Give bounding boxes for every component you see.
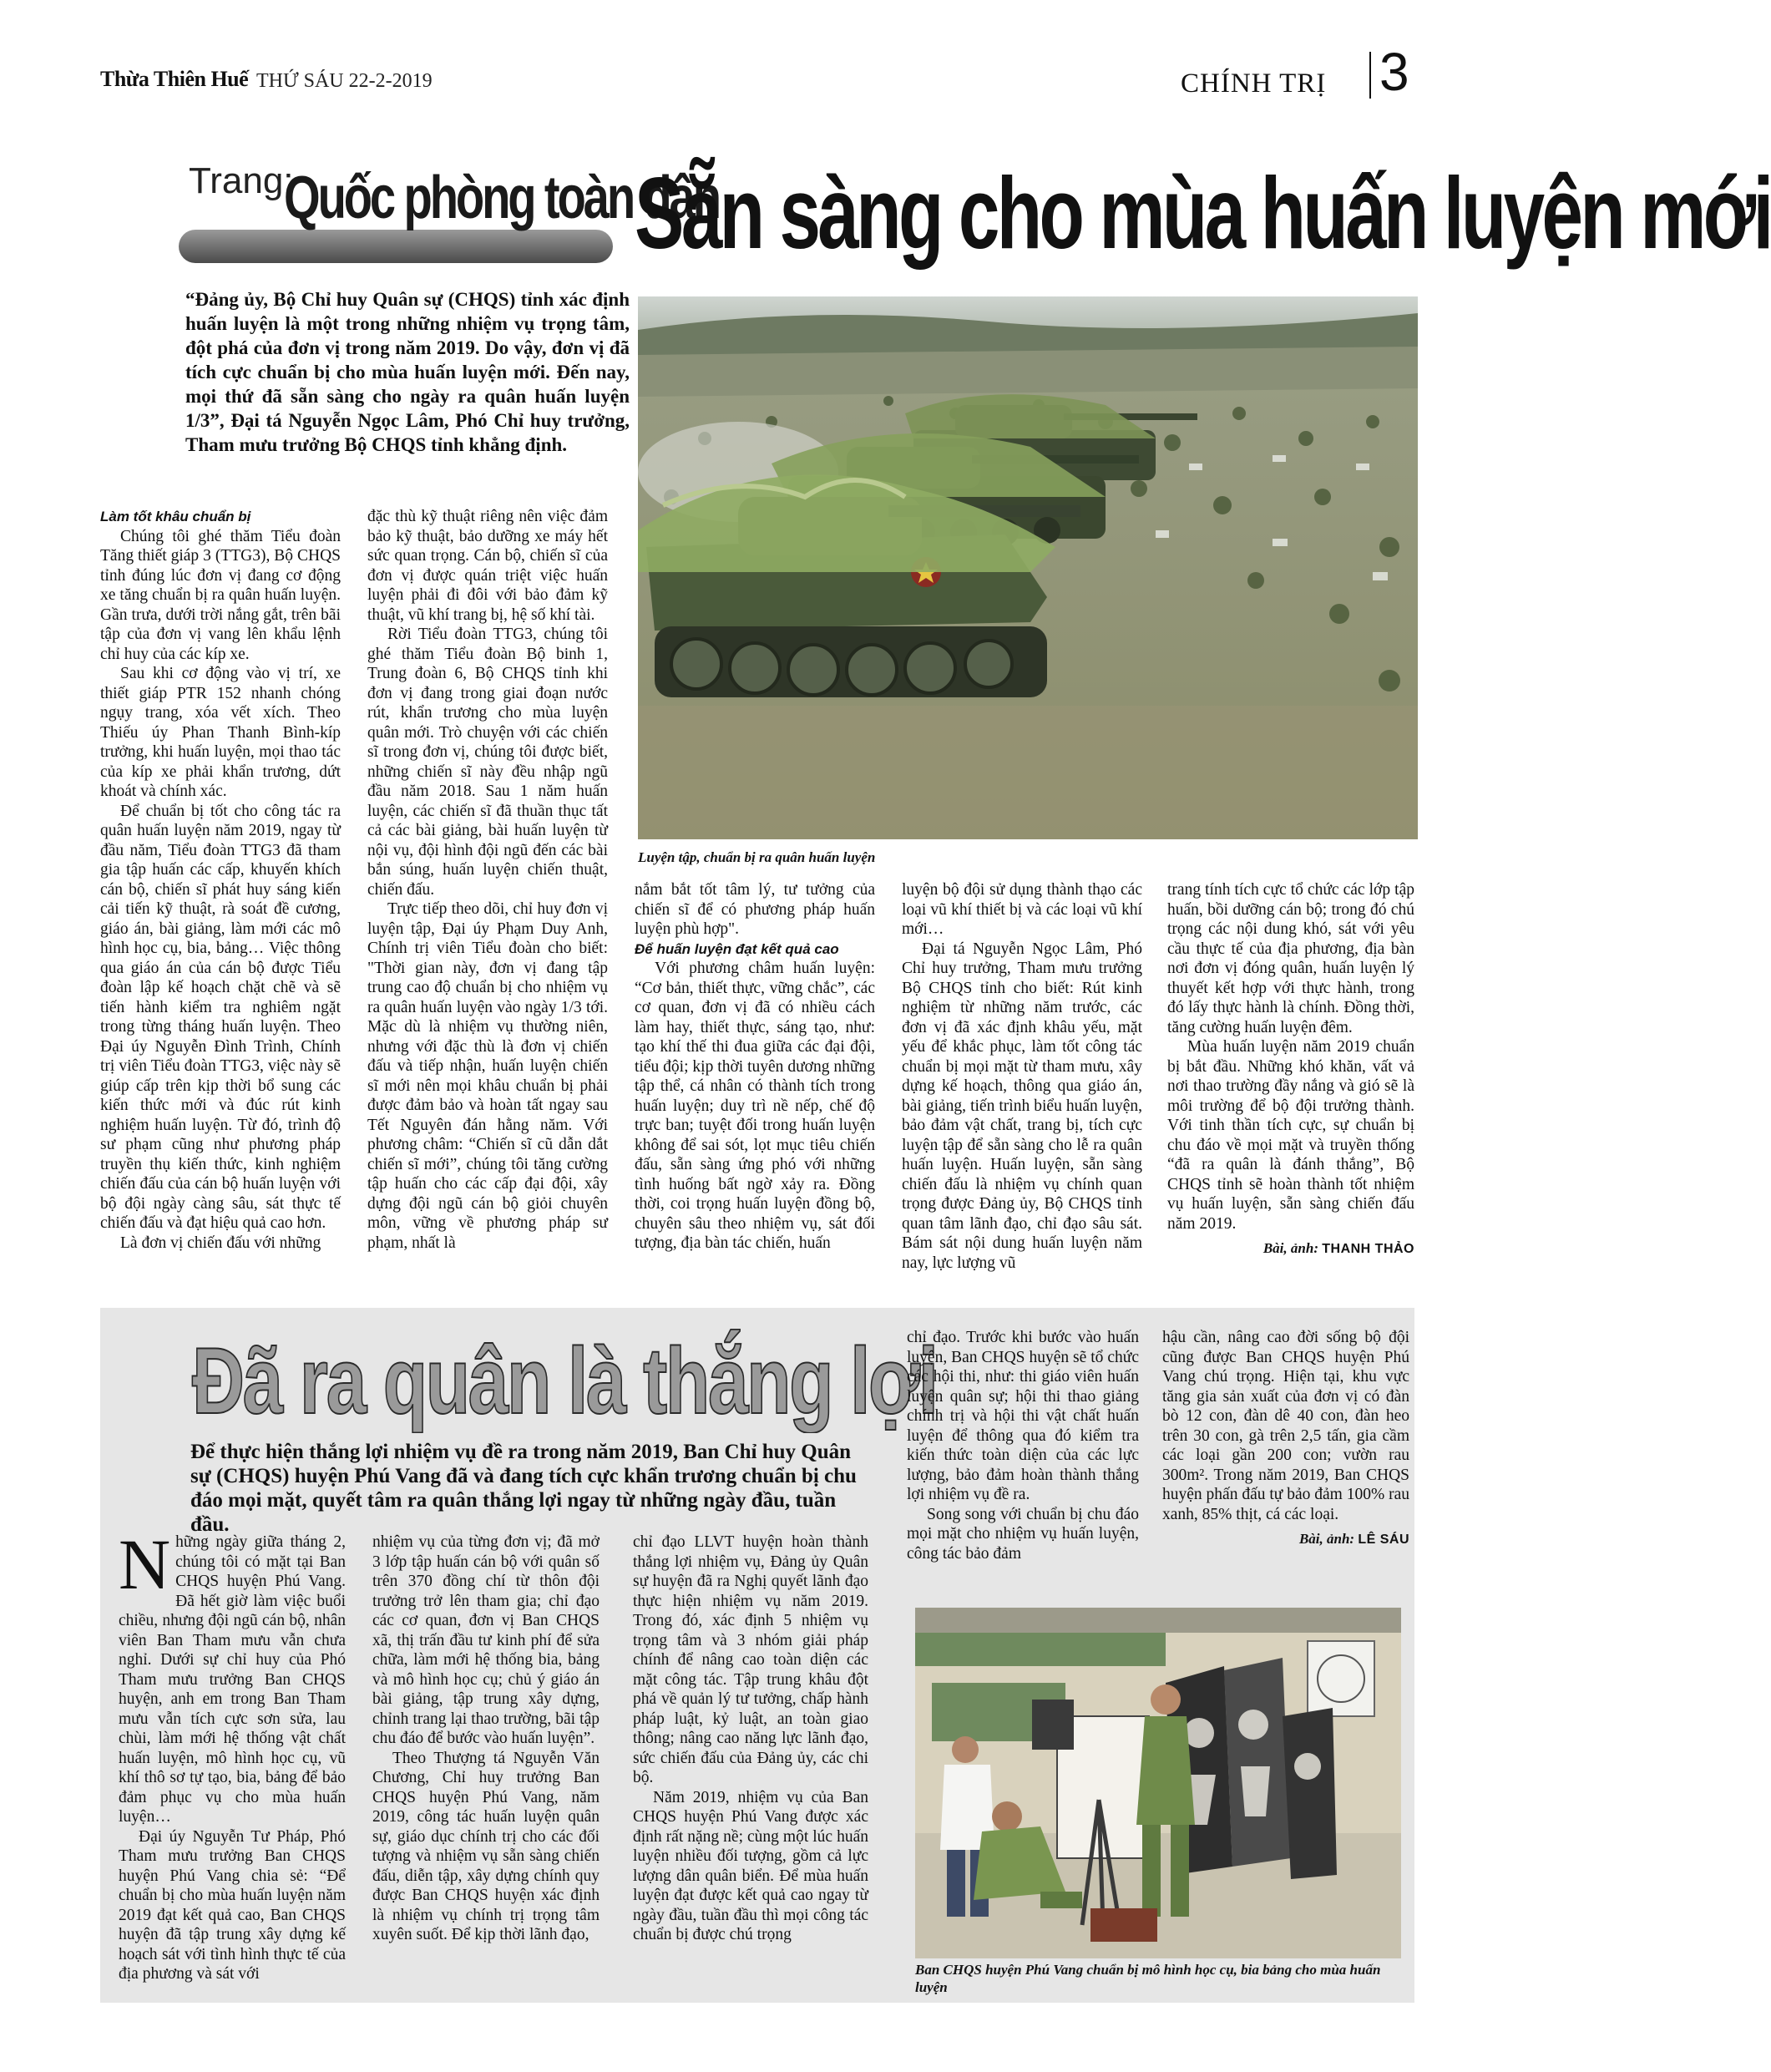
paragraph: Là đơn vị chiến đấu với những	[120, 1234, 321, 1252]
header-divider	[1369, 52, 1371, 99]
story2-byline	[1162, 1529, 1409, 1550]
paragraph: chỉ đạo LLVT huyện hoàn thành thắng lợi nhiệm vụ, Đảng ủy Quân sự huyện đã ra Nghị quyết lãnh đạo thực hiện nhiệm vụ năm 2019. Trong đó, xác định 5 nhiệm vụ trọng tâm và 3 nhóm giải pháp chính để nâng cao toàn diện các mặt công tác. Tập trung khâu đột phá về quản lý tư tưởng, chấp hành pháp luật, kỷ luật, an toàn giao thông; nâng cao năng lực lãnh đạo, sức chiến đấu của Đảng ủy, các chi bộ.	[633, 1533, 868, 1786]
training-model-caption: Ban CHQS huyện Phú Vang chuẩn bị mô hình học cụ, bia bảng cho mùa huấn luyện	[915, 1962, 1381, 1995]
paragraph: Đại tá Nguyễn Ngọc Lâm, Phó Chỉ huy trưởng, Tham mưu trưởng Bộ CHQS tỉnh cho biết: Rút kinh nghiệm từ những năm trước, các đơn vị đã xác định khâu yếu, mặt yếu để khắc phục, làm tốt công tác chuẩn bị mọi mặt từ tham mưu, xây dựng kế hoạch, thông qua giáo án, bài giảng, tiến trình biểu huấn luyện, bảo đảm vật chất, trang bị, tích cực luyện tập để sẵn sàng cho lễ ra quân huấn luyện. Huấn luyện, sẵn sàng chiến đấu là nhiệm vụ chính quan trọng được Đảng ủy, Bộ CHQS tỉnh quan tâm lãnh đạo, chỉ đạo sâu sát. Bám sát nội dung huấn luyện năm nay, lực lượng vũ	[902, 940, 1142, 1272]
dropcap: N	[119, 1524, 171, 1604]
banner-bar	[179, 230, 613, 263]
training-model-photo	[915, 1608, 1401, 1958]
story1-column-2	[367, 507, 608, 1290]
story2-column-5	[1162, 1328, 1409, 1603]
paragraph: Sau khi cơ động vào vị trí, xe thiết giáp PTR 152 nhanh chóng ngụy trang, xóa vết xích. Theo Thiếu úy Phan Thanh Bình-kíp trưởng, khi huấn luyện, mọi thao tác của kíp xe phải khẩn trương, dứt khoát và chính xác.	[100, 665, 341, 800]
story1-column-5	[1167, 880, 1414, 1298]
story2-lead: Để thực hiện thắng lợi nhiệm vụ đề ra trong năm 2019, Ban Chỉ huy Quân sự (CHQS) huyện Phú Vang đã và đang tích cực khẩn trương chuẩn bị chu đáo mọi mặt, quyết tâm ra quân thắng lợi ngay từ những ngày đầu, tuần đầu.	[190, 1441, 857, 1536]
banner-title: Quốc phòng toàn dân	[284, 165, 719, 231]
story1-byline	[1167, 1239, 1414, 1259]
paragraph: Với phương châm huấn luyện: “Cơ bản, thiết thực, vững chắc”, các cơ quan, đơn vị đã có nhiều cách làm hay, thiết thực, sáng tạo, như: tạo khí thế thi đua giữa các đại đội, tiểu đội; kịp thời tuyên dương những tập thể, cá nhân có thành tích trong huấn luyện; duy trì nề nếp, chế độ trực ban; tuyệt đối trong huấn luyện không để sai sót, lọt mục tiêu chiến đấu, sẵn sàng ứng phó với những tình huống bất ngờ xảy ra. Đồng thời, coi trọng huấn luyện đồng bộ, chuyên sâu theo nhiệm vụ, sát đối tượng, địa bàn tác chiến, huấn	[635, 960, 875, 1252]
story1-column-4	[902, 880, 1142, 1289]
paragraph: Trực tiếp theo dõi, chỉ huy đơn vị luyện tập, Đại úy Phạm Duy Anh, Chính trị viên Tiểu đoàn cho biết: "Thời gian này, đơn vị đang tập trung cao độ chuẩn bị cho nhiệm vụ ra quân huấn luyện vào ngày 1/3 tới. Mặc dù là nhiệm vụ thường niên, nhưng với đặc thù là đơn vị chiến đấu và tiếp nhận, huấn luyện chiến sĩ mới nên mọi khâu chuẩn bị phải được đảm bảo và hoàn tất ngay sau Tết Nguyên đán hằng năm. Với phương châm: “Chiến sĩ cũ dẫn dắt chiến sĩ mới”, chúng tôi tăng cường tập huấn cho các cấp đại đội, xây dựng đội ngũ cán bộ giỏi chuyên môn, vững về phương pháp sư phạm, nhất là	[367, 900, 608, 1252]
byline-author: THANH THẢO	[1322, 1242, 1414, 1256]
byline-author: LÊ SÁU	[1358, 1532, 1409, 1547]
story1-headline: Sẵn sàng cho mùa huấn luyện mới	[635, 156, 1771, 270]
paragraph: Theo Thượng tá Nguyễn Văn Chương, Chỉ huy trưởng Ban CHQS huyện Phú Vang, năm 2019, công tác huấn luyện quân sự, giáo dục chính trị cho các đối tượng và nhiệm vụ sẵn sàng chiến đấu, diễn tập, xây dựng chính quy được Ban CHQS huyện xác định là nhiệm vụ chính trị trọng tâm xuyên suốt. Để kịp thời lãnh đạo,	[372, 1749, 600, 1943]
paragraph: Mùa huấn luyện năm 2019 chuẩn bị bắt đầu. Những khó khăn, vất vả nơi thao trường đầy nắng và gió sẽ là môi trường để bộ đội trưởng thành. Với tinh thần tích cực, sự chuẩn bị chu đáo về mọi mặt và truyền thống “đã ra quân là đánh thắng”, Bộ CHQS tỉnh sẽ hoàn thành tốt nhiệm vụ huấn luyện, sẵn sàng chiến đấu năm 2019.	[1167, 1038, 1414, 1233]
tank-photo-caption: Luyện tập, chuẩn bị ra quân huấn luyện	[638, 849, 876, 865]
story2-column-4	[907, 1328, 1139, 1595]
story2-column-3	[633, 1532, 868, 1983]
byline-prefix: Bài, ảnh:	[1298, 1531, 1355, 1547]
byline-prefix: Bài, ảnh:	[1262, 1240, 1318, 1256]
paragraph: luyện bộ đội sử dụng thành thạo các loại vũ khí thiết bị và các loại vũ khí mới…	[902, 881, 1142, 938]
issue-date: THỨ SÁU 22-2-2019	[256, 70, 433, 92]
paragraph: chỉ đạo. Trước khi bước vào huấn luyện, Ban CHQS huyện sẽ tổ chức các hội thi, như: thi giáo viên huấn luyện quân sự; hội thi thao giảng chính trị và hội thi vật chất huấn luyện để thông qua đó kiểm tra kiến thức toàn diện của các lực lượng, bảo đảm hoàn thành thắng lợi nhiệm vụ đề ra.	[907, 1329, 1139, 1503]
paragraph: Chúng tôi ghé thăm Tiểu đoàn Tăng thiết giáp 3 (TTG3), Bộ CHQS tỉnh đúng lúc đơn vị đang cơ động xe tăng chuẩn bị ra quân huấn luyện. Gần trưa, dưới trời nắng gắt, trên bãi tập của đơn vị vang lên khẩu lệnh chỉ huy của các kíp xe.	[100, 527, 341, 663]
story1-column-3	[635, 880, 875, 1289]
banner-label: Trang:	[189, 160, 294, 201]
subhead-results: Để huấn luyện đạt kết quả cao	[635, 940, 839, 957]
page-number: 3	[1379, 42, 1409, 102]
section-name: CHÍNH TRỊ	[1181, 68, 1327, 99]
paragraph: Rời Tiểu đoàn TTG3, chúng tôi ghé thăm Tiểu đoàn Bộ binh 1, Trung đoàn 6, Bộ CHQS tỉnh khi đơn vị đang trong giai đoạn nước rút, khẩn trương cho mùa luyện quân mới. Trò chuyện với các chiến sĩ trong đơn vị, chúng tôi được biết, những chiến sĩ này đều nhập ngũ đầu năm 2018. Sau 1 năm huấn luyện, các chiến sĩ đã thuần thục tất cả các bài giảng, bài huấn luyện từ nội vụ, đội hình đội ngũ đến các bài bắn súng, huấn luyện chiến thuật, chiến đấu.	[367, 626, 608, 899]
paragraph: đặc thù kỹ thuật riêng nên việc đảm bảo kỹ thuật, bảo dưỡng xe máy hết sức quan trọng. Cán bộ, chiến sĩ của đơn vị được quán triệt việc huấn luyện phải đi đôi với bảo đảm kỹ thuật, vũ khí trang bị, hệ số khí tài.	[367, 508, 608, 624]
story2-column-2	[372, 1532, 600, 1983]
paragraph: Đại úy Nguyễn Tư Pháp, Phó Tham mưu trưởng Ban CHQS huyện Phú Vang chia sẻ: “Để chuẩn bị cho mùa huấn luyện năm 2019 đạt kết quả cao, Ban CHQS huyện đã tập trung xây dựng kế hoạch sát với tình hình thực tế của địa phương và sát với	[119, 1827, 346, 1983]
story1-lead: “Đảng ủy, Bộ Chỉ huy Quân sự (CHQS) tỉnh xác định huấn luyện là một trong những nhiệm vụ trọng tâm, đột phá của đơn vị trong năm 2019. Do vậy, đơn vị đã tích cực chuẩn bị cho mùa huấn luyện mới. Đến nay, mọi thứ đã sẵn sàng cho ngày ra quân huấn luyện 1/3”, Đại tá Nguyễn Ngọc Lâm, Phó Chỉ huy trưởng, Tham mưu trưởng Bộ CHQS tỉnh khẳng định.	[185, 289, 630, 455]
tank-photo-illustration	[638, 296, 1418, 839]
training-model-illustration	[915, 1608, 1401, 1958]
paragraph-text: hững ngày giữa tháng 2, chúng tôi có mặt tại Ban CHQS huyện Phú Vang. Đã hết giờ làm việc buổi chiều, nhưng đội ngũ cán bộ, nhân viên Ban Tham mưu vẫn chưa nghỉ. Dưới sự chỉ huy của Phó Tham mưu trưởng Ban CHQS huyện, anh em trong Ban Tham mưu vẫn tích cực sơn sửa, lau chùi, làm mới hệ thống vật chất huấn luyện, mô hình học cụ, vũ khí thô sơ tự tạo, bia, bảng để bảo đảm phục vụ cho mùa huấn luyện…	[119, 1533, 346, 1826]
paragraph: Song song với chuẩn bị chu đáo mọi mặt cho nhiệm vụ huấn luyện, công tác bảo đảm	[907, 1505, 1139, 1563]
subhead-preparation: Làm tốt khâu chuẩn bị	[100, 509, 251, 524]
paragraph: trang tính tích cực tổ chức các lớp tập huấn, bồi dưỡng cán bộ; trong đó chú trọng các nội dung khó, sát với yêu cầu thực tế của địa phương, địa bàn nơi đơn vị đóng quân, huấn luyện lý thuyết kết hợp với thực hành, trong đó lấy thực hành là chính. Đồng thời, tăng cường huấn luyện đêm.	[1167, 881, 1414, 1036]
story2-column-1	[119, 1524, 346, 1983]
story2-headline: Đã ra quân là thắng lợi	[192, 1329, 937, 1433]
paragraph: Để chuẩn bị tốt cho công tác ra quân huấn luyện năm 2019, ngay từ đầu năm, Tiểu đoàn TTG3 đã tham gia tập huấn các cấp, khuyến khích cán bộ, chiến sĩ phát huy sáng kiến cải tiến kỹ thuật, rà soát đề cương, giáo án, bài giảng, làm mới các mô hình học cụ, bia, bảng… Việc thông qua giáo án của cán bộ được Tiểu đoàn lập kế hoạch chặt chẽ và sẽ tiến hành kiểm tra nghiêm ngặt trong từng tháng huấn luyện. Theo Đại úy Nguyễn Đình Trình, Chính trị viên Tiểu đoàn TTG3, việc này sẽ giúp cấp trên kịp thời bổ sung các kiến thức mới và đúc rút kinh nghiệm huấn luyện. Từ đó, trình độ sư phạm cũng như phương pháp truyền thụ kiến thức, kinh nghiệm chiến đấu của cán bộ huấn luyện với bộ đội ngày càng sâu, sát thực tế chiến đấu và đạt hiệu quả cao hơn.	[100, 802, 341, 1232]
paragraph: nhiệm vụ của từng đơn vị; đã mở 3 lớp tập huấn cán bộ với quân số trên 370 đồng chí từ thôn đội trưởng trở lên tham gia; chỉ đạo các cơ quan, đơn vị Ban CHQS xã, thị trấn đầu tư kinh phí để sửa chữa, làm mới hệ thống bia, bảng và mô hình học cụ; chủ ý giáo án bài giảng, tập trung xây dựng, chỉnh trang lại thao trường, bãi tập chu đáo để bước vào huấn luyện”.	[372, 1533, 600, 1747]
paragraph: hậu cần, nâng cao đời sống bộ đội cũng được Ban CHQS huyện Phú Vang chú trọng. Hiện tại, khu vực tăng gia sản xuất của đơn vị có đàn bò 12 con, đàn dê 40 con, đàn heo trên 30 con, gà trên 2,5 tấn, gia cầm các loại gần 200 con; vườn rau 300m². Trong năm 2019, Ban CHQS huyện phấn đấu tự bảo đảm 100% rau xanh, 85% thịt, cá các loại.	[1162, 1329, 1409, 1523]
paragraph	[119, 1524, 346, 1827]
masthead: Thừa Thiên Huế	[100, 67, 249, 91]
paragraph: Năm 2019, nhiệm vụ của Ban CHQS huyện Phú Vang được xác định rất nặng nề; cùng một lúc huấn luyện nhiều đối tượng, gồm cả lực lượng dân quân biển. Để mùa huấn luyện đạt được kết quả cao ngay từ ngày đầu, tuần đầu thì mọi công tác chuẩn bị được chú trọng	[633, 1788, 868, 1943]
story1-column-1	[100, 507, 341, 1290]
tank-photo	[638, 296, 1418, 839]
paragraph: nắm bắt tốt tâm lý, tư tưởng của chiến sĩ để có phương pháp huấn luyện phù hợp".	[635, 881, 875, 938]
